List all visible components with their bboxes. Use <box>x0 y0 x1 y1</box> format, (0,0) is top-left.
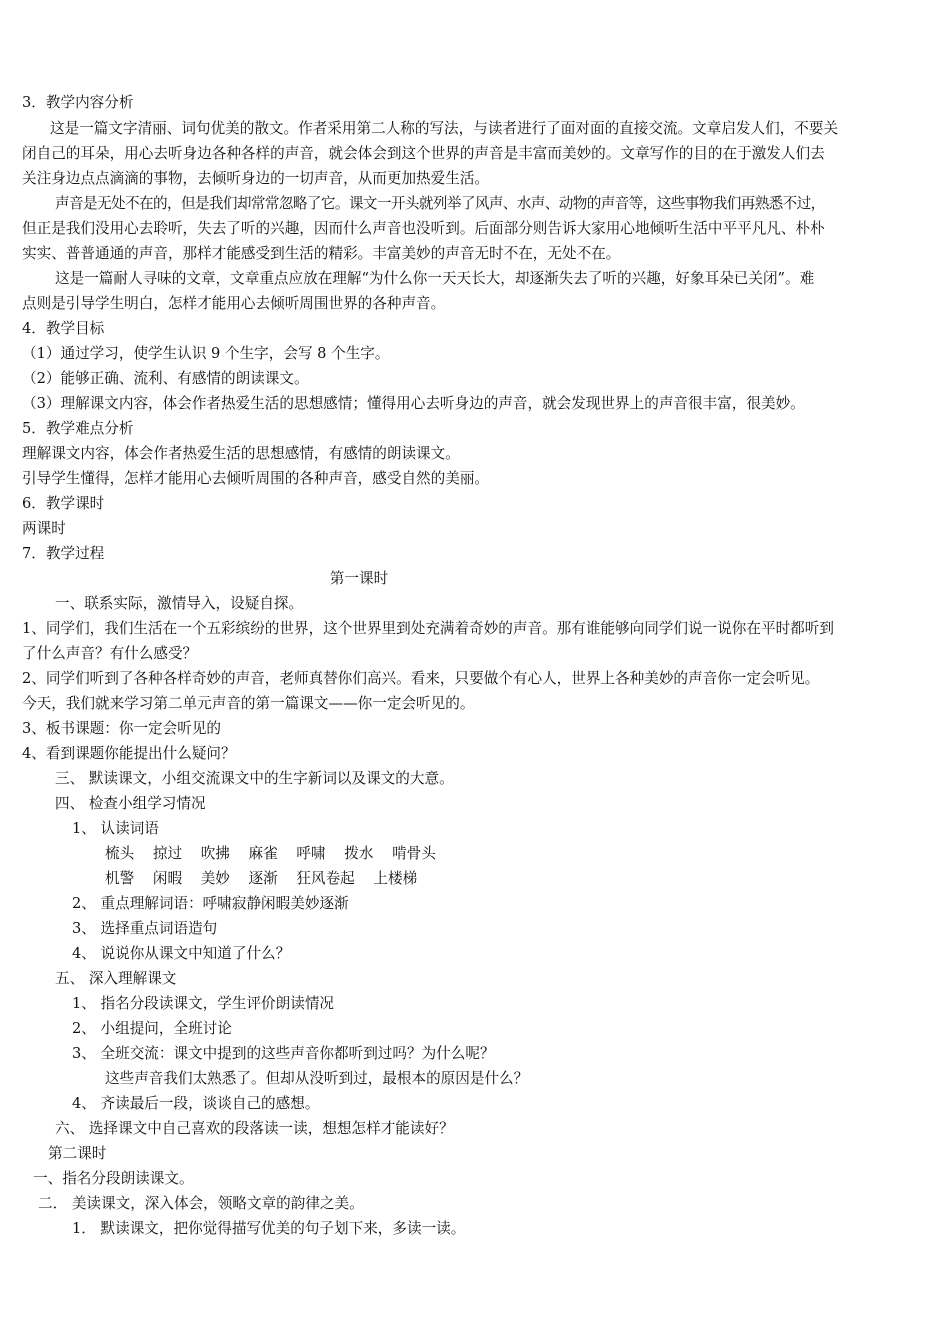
paragraph-line: 点则是引导学生明白，怎样才能用心去倾听周围世界的各种声音。 <box>22 295 446 312</box>
sub-step-detail: 这些声音我们太熟悉了。但却从没听到过，最根本的原因是什么？ <box>105 1070 529 1087</box>
section-heading-difficulties: 5．教学难点分析 <box>22 420 134 437</box>
lesson-two-title: 第二课时 <box>48 1145 107 1162</box>
objective-item: （2）能够正确、流利、有感情的朗读课文。 <box>22 370 309 387</box>
paragraph-line: 这是一篇耐人寻味的文章，文章重点应放在理解“为什么你一天天长大，却逐渐失去了听的兴趣，好象耳朵已关闭”。难 <box>55 270 815 287</box>
objective-item: （3）理解课文内容，体会作者热爱生活的思想感情；懂得用心去听身边的声音，就会发现世界上的声音很丰富，很美妙。 <box>22 395 805 412</box>
vocab-word: 吹拂 <box>200 845 230 862</box>
paragraph-line: 这是一篇文字清丽、词句优美的散文。作者采用第二人称的写法，与读者进行了面对面的直接交流。文章启发人们，不要关 <box>50 120 839 137</box>
step-heading: 三、 默读课文，小组交流课文中的生字新词以及课文的大意。 <box>55 770 454 787</box>
step-heading: 一、联系实际，激情导入，设疑自探。 <box>55 595 304 612</box>
step-heading: 一、指名分段朗读课文。 <box>33 1170 194 1187</box>
word-list-row-1 <box>105 844 436 864</box>
vocab-word: 机警 <box>105 870 135 887</box>
paragraph-line: 两课时 <box>22 520 66 537</box>
paragraph-line: 1、同学们，我们生活在一个五彩缤纷的世界，这个世界里到处充满着奇妙的声音。那有谁能够向同学们说一说你在平时都听到 <box>22 620 834 637</box>
vocab-word: 闲暇 <box>152 870 183 887</box>
paragraph-line: 关注身边点点滴滴的事物，去倾听身边的一切声音，从而更加热爱生活。 <box>22 170 490 187</box>
sub-step: 3、 全班交流：课文中提到的这些声音你都听到过吗？为什么呢？ <box>72 1045 495 1062</box>
sub-step: 1、 认读词语 <box>72 820 159 837</box>
vocab-word: 掠过 <box>152 845 183 862</box>
vocab-word: 拨水 <box>344 845 374 862</box>
sub-step: 2、 重点理解词语：呼啸寂静闲暇美妙逐渐 <box>72 895 349 912</box>
section-heading-process: 7．教学过程 <box>22 545 105 562</box>
sub-step: 4、 齐读最后一段，谈谈自己的感想。 <box>72 1095 320 1112</box>
lesson-one-title: 第一课时 <box>329 570 389 587</box>
paragraph-line: 实实、普普通通的声音，那样才能感受到生活的精彩。丰富美妙的声音无时不在，无处不在。 <box>22 245 621 262</box>
paragraph-line: 3、板书课题：你一定会听见的 <box>22 720 222 737</box>
vocab-word: 呼啸 <box>296 845 326 862</box>
paragraph-line: 声音是无处不在的，但是我们却常常忽略了它。课文一开头就列举了风声、水声、动物的声音等，这些事物我们再熟悉不过， <box>55 195 825 212</box>
vocab-word: 美妙 <box>200 870 230 887</box>
section-heading-hours: 6．教学课时 <box>22 495 105 512</box>
paragraph-line: 今天，我们就来学习第二单元声音的第一篇课文——你一定会听见的。 <box>22 695 475 712</box>
paragraph-line: 4、看到课题你能提出什么疑问？ <box>22 745 236 762</box>
paragraph-line: 了什么声音？有什么感受？ <box>22 645 198 662</box>
paragraph-line: 2、同学们听到了各种各样奇妙的声音，老师真替你们高兴。看来，只要做个有心人，世界上各种美妙的声音你一定会听见。 <box>22 670 820 687</box>
vocab-word: 麻雀 <box>248 845 278 862</box>
step-heading: 五、 深入理解课文 <box>55 970 177 987</box>
word-list-row-2 <box>105 869 417 889</box>
step-heading: 二． 美读课文，深入体会，领略文章的韵律之美。 <box>38 1195 364 1212</box>
section-heading-content-analysis: 3．教学内容分析 <box>22 94 134 111</box>
vocab-word: 梳头 <box>105 845 135 862</box>
sub-step: 3、 选择重点词语造句 <box>72 920 218 937</box>
paragraph-line: 闭自己的耳朵，用心去听身边各种各样的声音，就会体会到这个世界的声音是丰富而美妙的。文章写作的目的在于激发人们去 <box>22 145 825 162</box>
section-heading-objectives: 4．教学目标 <box>22 320 105 337</box>
sub-step: 1、 指名分段读课文，学生评价朗读情况 <box>72 995 335 1012</box>
sub-step: 4、 说说你从课文中知道了什么？ <box>72 945 291 962</box>
step-heading: 四、 检查小组学习情况 <box>55 795 206 812</box>
paragraph-line: 理解课文内容，体会作者热爱生活的思想感情，有感情的朗读课文。 <box>22 445 460 462</box>
vocab-word: 逐渐 <box>248 870 278 887</box>
step-heading: 六、 选择课文中自己喜欢的段落读一读，想想怎样才能读好？ <box>55 1120 454 1137</box>
vocab-word: 上楼梯 <box>373 870 418 887</box>
objective-item: （1）通过学习，使学生认识 9 个生字，会写 8 个生字。 <box>22 345 390 362</box>
vocab-word: 啃骨头 <box>392 845 436 862</box>
sub-step: 2、 小组提问，全班讨论 <box>72 1020 232 1037</box>
vocab-word: 狂风卷起 <box>296 870 355 887</box>
paragraph-line: 引导学生懂得，怎样才能用心去倾听周围的各种声音，感受自然的美丽。 <box>22 470 490 487</box>
paragraph-line: 但正是我们没用心去聆听，失去了听的兴趣，因而什么声音也没听到。后面部分则告诉大家用心地倾听生活中平平凡凡、朴朴 <box>22 220 825 237</box>
sub-step: 1． 默读课文，把你觉得描写优美的句子划下来，多读一读。 <box>72 1220 466 1237</box>
